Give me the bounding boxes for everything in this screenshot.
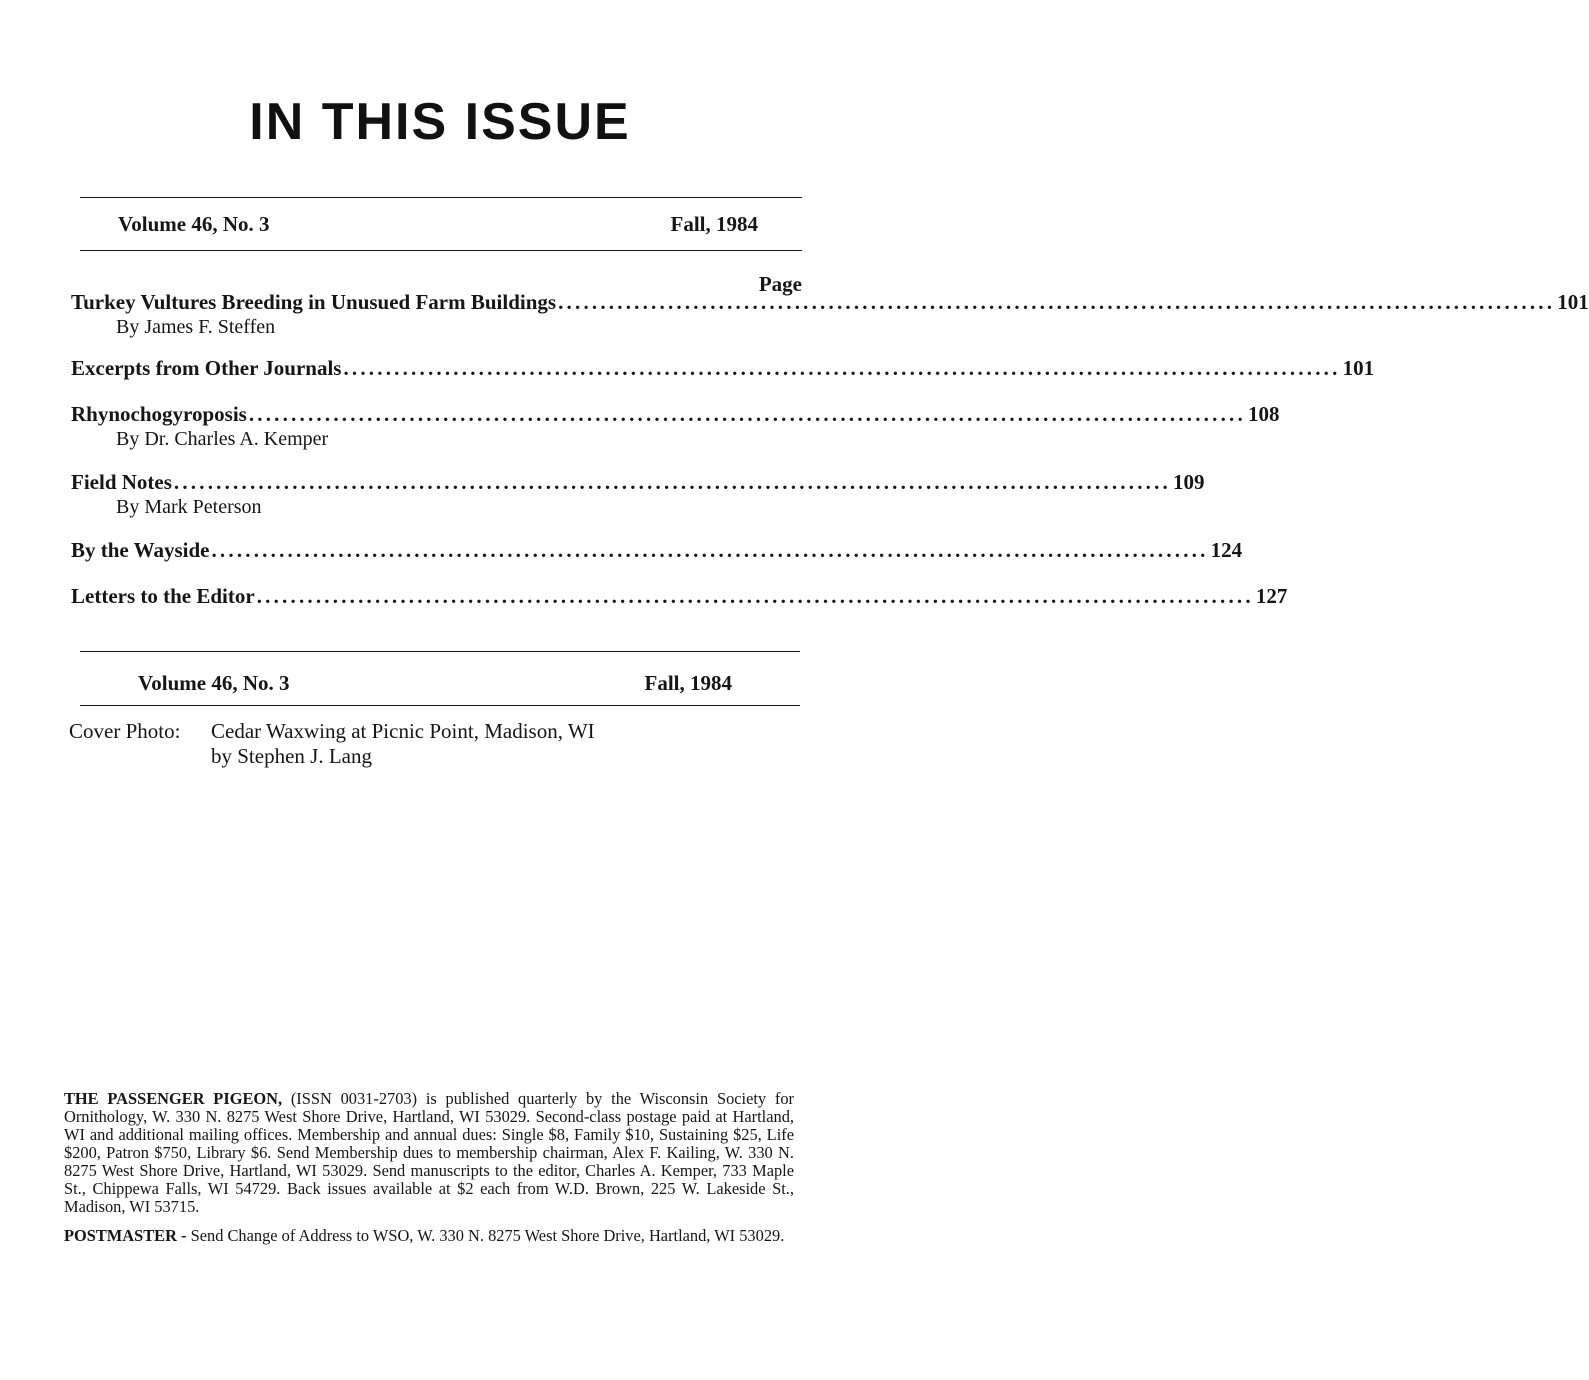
toc-entry[interactable] bbox=[71, 356, 1375, 381]
top-rule-upper bbox=[80, 197, 802, 198]
toc-leader-dots: ...................................................................................................................... bbox=[343, 356, 1341, 380]
postmaster-text: Send Change of Address to WSO, W. 330 N. 8275 West Shore Drive, Hartland, WI 53029. bbox=[190, 1226, 785, 1245]
cover-photo-credit: by Stephen J. Lang bbox=[211, 744, 372, 768]
toc-entry-page: 101 bbox=[1557, 290, 1589, 314]
toc-entry[interactable] bbox=[71, 470, 1205, 519]
bottom-season-label: Fall, 1984 bbox=[644, 671, 732, 695]
toc-entry-page: 109 bbox=[1173, 470, 1205, 494]
toc-entry-page: 124 bbox=[1210, 538, 1243, 562]
toc-leader-dots: ...................................................................................................................... bbox=[256, 584, 1254, 608]
publication-notice bbox=[64, 1090, 794, 1256]
top-rule-lower bbox=[80, 250, 802, 251]
cover-photo-caption bbox=[69, 719, 595, 769]
toc-entry-page: 127 bbox=[1255, 584, 1288, 608]
publication-info-text: (ISSN 0031-2703) is published quarterly by the Wisconsin Society for Ornithology, W. 330 N. 8275 West Shore Drive, Hartland, WI 53029. Second-class postage paid at Hartland, WI and additional mailing offices. Membership and annual dues: Single $8, Family $10, Sustaining $25, Life $200, Patron $750, Library $6. Send Membership dues to membership chairman, Alex F. Kailing, W. 330 N. 8275 West Shore Drive, Hartland, WI 53029. Send manuscripts to the editor, Charles A. Kemper, 733 Maple St., Chippewa Falls, WI 54729. Back issues available at $2 each from W.D. Brown, 225 W. Lakeside St., Madison, WI 53715. bbox=[64, 1089, 794, 1216]
bottom-rule-upper bbox=[80, 651, 800, 652]
toc-entry[interactable] bbox=[71, 584, 1288, 609]
toc-entry[interactable] bbox=[71, 290, 1589, 339]
toc-entry-page: 101 bbox=[1342, 356, 1375, 380]
toc-entry-title: By the Wayside bbox=[71, 538, 210, 562]
publication-name: THE PASSENGER PIGEON, bbox=[64, 1089, 283, 1108]
bottom-rule-lower bbox=[80, 705, 800, 706]
toc-entry-title: Rhynochogyroposis bbox=[71, 402, 247, 426]
toc-entry-page: 108 bbox=[1247, 402, 1280, 426]
toc-entry-title: Turkey Vultures Breeding in Unusued Farm Buildings bbox=[71, 290, 557, 314]
top-season-label: Fall, 1984 bbox=[670, 212, 758, 236]
toc-entry-author: By Dr. Charles A. Kemper bbox=[116, 428, 329, 450]
toc-leader-dots: ...................................................................................................................... bbox=[248, 402, 1246, 426]
toc-entry[interactable] bbox=[71, 402, 1280, 451]
toc-entry-author: By James F. Steffen bbox=[116, 316, 276, 338]
toc-entry-title: Excerpts from Other Journals bbox=[71, 356, 342, 380]
postmaster-paragraph bbox=[64, 1227, 794, 1245]
toc-entry-title: Letters to the Editor bbox=[71, 584, 255, 608]
page-title: IN THIS ISSUE bbox=[249, 93, 631, 151]
toc-leader-dots: ...................................................................................................................... bbox=[211, 538, 1209, 562]
page-column-heading: Page bbox=[758, 272, 802, 296]
bottom-volume-label: Volume 46, No. 3 bbox=[138, 671, 290, 695]
toc-entry[interactable] bbox=[71, 538, 1243, 563]
cover-photo-description: Cedar Waxwing at Picnic Point, Madison, WI bbox=[211, 719, 595, 743]
toc-leader-dots: ...................................................................................................................... bbox=[173, 470, 1172, 494]
toc-entry-title: Field Notes bbox=[71, 470, 172, 494]
postmaster-label: POSTMASTER - bbox=[64, 1226, 187, 1245]
cover-photo-spacer bbox=[69, 744, 211, 769]
toc-entry-author: By Mark Peterson bbox=[116, 496, 262, 518]
toc-leader-dots: ...................................................................................................................... bbox=[558, 290, 1556, 314]
publication-info-paragraph bbox=[64, 1090, 794, 1216]
top-volume-label: Volume 46, No. 3 bbox=[118, 212, 270, 236]
cover-photo-label: Cover Photo: bbox=[69, 719, 181, 743]
